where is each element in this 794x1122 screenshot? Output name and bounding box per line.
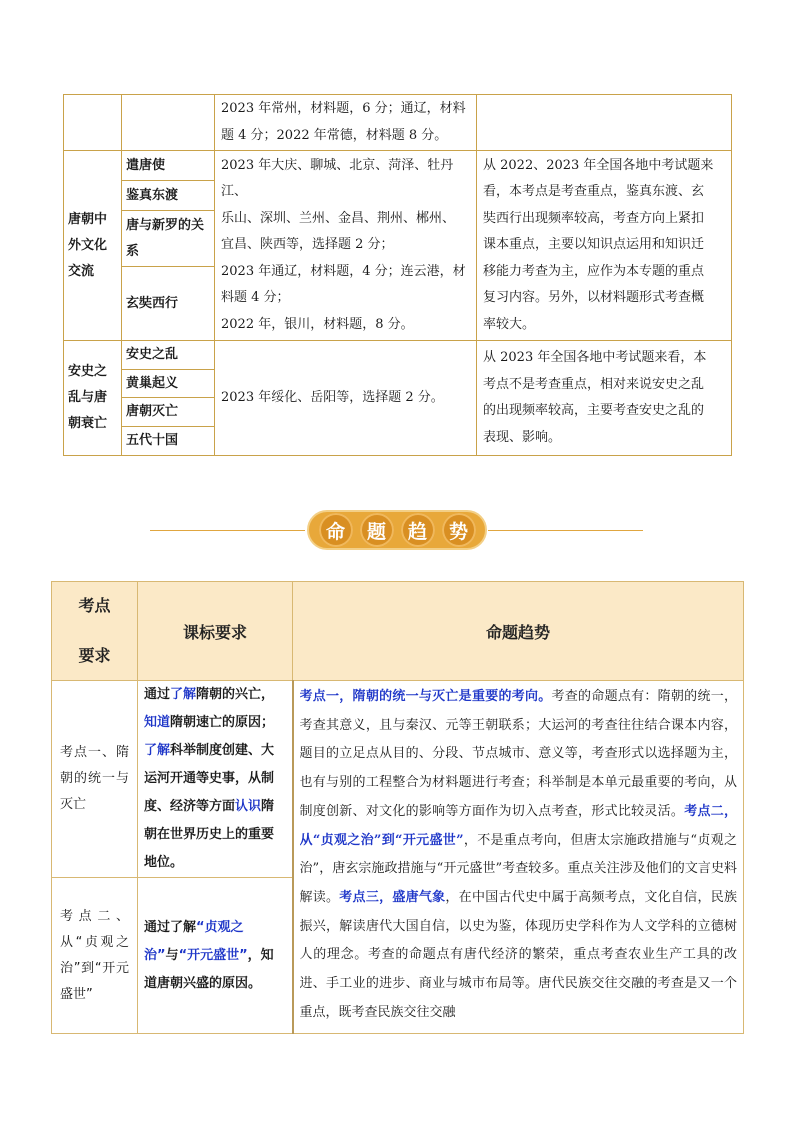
analysis-line: 复习内容。另外，以材料题形式考查概: [483, 290, 705, 306]
sub-cell-empty: [122, 95, 215, 151]
analysis-cell-empty: [477, 95, 732, 151]
analysis-line: 奘西行出现频率较高，考查方向上紧扣: [483, 210, 705, 226]
exam-line: 2022 年，银川，材料题，8 分。: [221, 316, 414, 332]
text-segment: 科举制度创建、大运河开通等史事，从制度、经济等方面: [144, 743, 275, 814]
text-segment: 通过: [144, 687, 171, 702]
highlight-text: 知道: [144, 715, 171, 730]
trend-cell: [293, 681, 744, 1034]
sub-topic: 遣唐使: [122, 151, 215, 181]
category-cell: 唐朝中外文化交流: [64, 151, 122, 341]
analysis-line: 移能力考查为主，应作为本专题的重点: [483, 263, 705, 279]
point-cell: 考点二、从“贞观之治”到“开元盛世”: [52, 878, 138, 1034]
highlight-text: 考点三，盛唐气象: [339, 889, 446, 905]
section-banner: [0, 510, 794, 550]
exam-line: 2023 年通辽，材料题，4 分；连云港，材: [221, 263, 466, 279]
banner-right-line: [488, 530, 643, 531]
exam-cell: [215, 95, 477, 151]
header-standard: 课标要求: [138, 582, 293, 681]
sub-topic: 唐与新罗的关系: [122, 211, 215, 267]
sub-topic: 玄奘西行: [122, 267, 215, 341]
text-segment: ，在中国古代史中属于高频考点，文化自信，民族振兴，解读唐代大国自信，以史为鉴，体现历史学科作为人文学科的立德树人的理念。考查的命题点有唐代经济的繁荣，重点考查农业生产工具的改进、手工业的进步、商业与城市布局等。唐代民族交往交融的考查是又一个重点，既考查民族交往交融: [299, 889, 737, 1020]
table-row: [64, 341, 732, 370]
exam-line: 料题 4 分；: [221, 290, 290, 306]
text-segment: 隋朝速亡的原因；: [170, 715, 275, 730]
text-segment: 与: [165, 947, 179, 963]
analysis-line: 考点不是考查重点，相对来说安史之乱: [483, 376, 705, 392]
trend-table: [51, 581, 744, 1034]
banner-char: 趋: [401, 513, 435, 547]
text-segment: ，不是重点考向，但唐太宗施政措施与“贞观之治”，唐玄宗施政措施与“开元盛世”考查较多。重点关注涉及他们的文言史料解读。: [299, 832, 737, 905]
table-row: [64, 95, 732, 151]
requirement-cell: [138, 681, 293, 878]
highlight-text: “开元盛世”: [178, 947, 248, 963]
text-segment: 通过了解: [144, 919, 197, 935]
analysis-line: 从 2023 年全国各地中考试题来看，本: [483, 350, 707, 365]
highlight-text: 了解: [170, 687, 197, 702]
highlight-text: 认识: [235, 799, 262, 814]
point-cell: 考点一、隋朝的统一与灭亡: [52, 681, 138, 878]
header-row: [52, 582, 744, 681]
exam-line: 宜昌、陕西等，选择题 2 分；: [221, 237, 394, 253]
analysis-cell: [477, 341, 732, 456]
banner-char: 命: [319, 513, 353, 547]
text-segment: 隋朝的兴亡，: [196, 687, 275, 702]
exam-line: 题 4 分；2022 年常德，材料题 8 分。: [221, 127, 448, 143]
banner-left-line: [150, 530, 305, 531]
highlight-text: 考点一，隋朝的统一与灭亡是重要的考向。: [299, 689, 552, 704]
table-row: [52, 681, 744, 878]
sub-topic: 五代十国: [122, 427, 215, 456]
sub-topic: 唐朝灭亡: [122, 398, 215, 427]
analysis-line: 从 2022、2023 年全国各地中考试题来: [483, 157, 714, 173]
analysis-line: 的出现频率较高，主要考查安史之乱的: [483, 403, 705, 418]
sub-topic: 黄巢起义: [122, 370, 215, 398]
text-segment: 考查的命题点有：隋朝的统一，考查其意义，且与秦汉、元等王朝联系；大运河的考查往往结合课本内容，题目的立足点从目的、分段、节点城市、意义等，考查形式以选择题为主，也有与别的工程整合为材料题进行考查；科举制是本单元最重要的考向，从制度创新、对文化的影响等方面作为切入点考查，形式比较灵活。: [299, 689, 737, 819]
sub-topic: 安史之乱: [122, 341, 215, 370]
table-row: [64, 151, 732, 181]
header-point: [52, 582, 138, 681]
text-segment: ，知道唐朝兴盛的原因。: [144, 947, 274, 991]
exam-cell: [215, 151, 477, 341]
exam-line: 乐山、深圳、兰州、金昌、荆州、郴州、: [221, 210, 456, 226]
analysis-line: 课本重点，主要以知识点运用和知识迁: [483, 237, 705, 253]
highlight-text: 考点二，从“贞观之治”到“开元盛世”: [299, 803, 737, 848]
banner-pill: [307, 510, 487, 550]
exam-line: 2023 年大庆、聊城、北京、菏泽、牡丹江、: [221, 157, 454, 200]
category-cell-empty: [64, 95, 122, 151]
analysis-line: 看，本考点是考查重点，鉴真东渡、玄: [483, 184, 705, 200]
banner-char: 势: [442, 513, 476, 547]
highlight-text: “贞观之治”: [144, 919, 244, 963]
category-cell: 安史之乱与唐朝衰亡: [64, 341, 122, 456]
exam-cell: 2023 年绥化、岳阳等，选择题 2 分。: [215, 341, 477, 456]
banner-char: 题: [360, 513, 394, 547]
header-trend: 命题趋势: [293, 582, 744, 681]
exam-distribution-table: [63, 94, 732, 456]
text-segment: 隋朝在世界历史上的重要地位。: [144, 799, 275, 870]
sub-topic: 鉴真东渡: [122, 181, 215, 211]
analysis-line: 表现、影响。: [483, 429, 562, 445]
exam-line: 2023 年常州，材料题，6 分；通辽，材料: [221, 101, 466, 116]
header-point-line2: 要求: [78, 646, 111, 665]
trend-text: [300, 683, 738, 1029]
highlight-text: 了解: [144, 743, 171, 758]
analysis-cell: [477, 151, 732, 341]
requirement-cell: [138, 878, 293, 1034]
header-point-line1: 考点: [78, 596, 111, 615]
analysis-line: 率较大。: [483, 316, 536, 332]
